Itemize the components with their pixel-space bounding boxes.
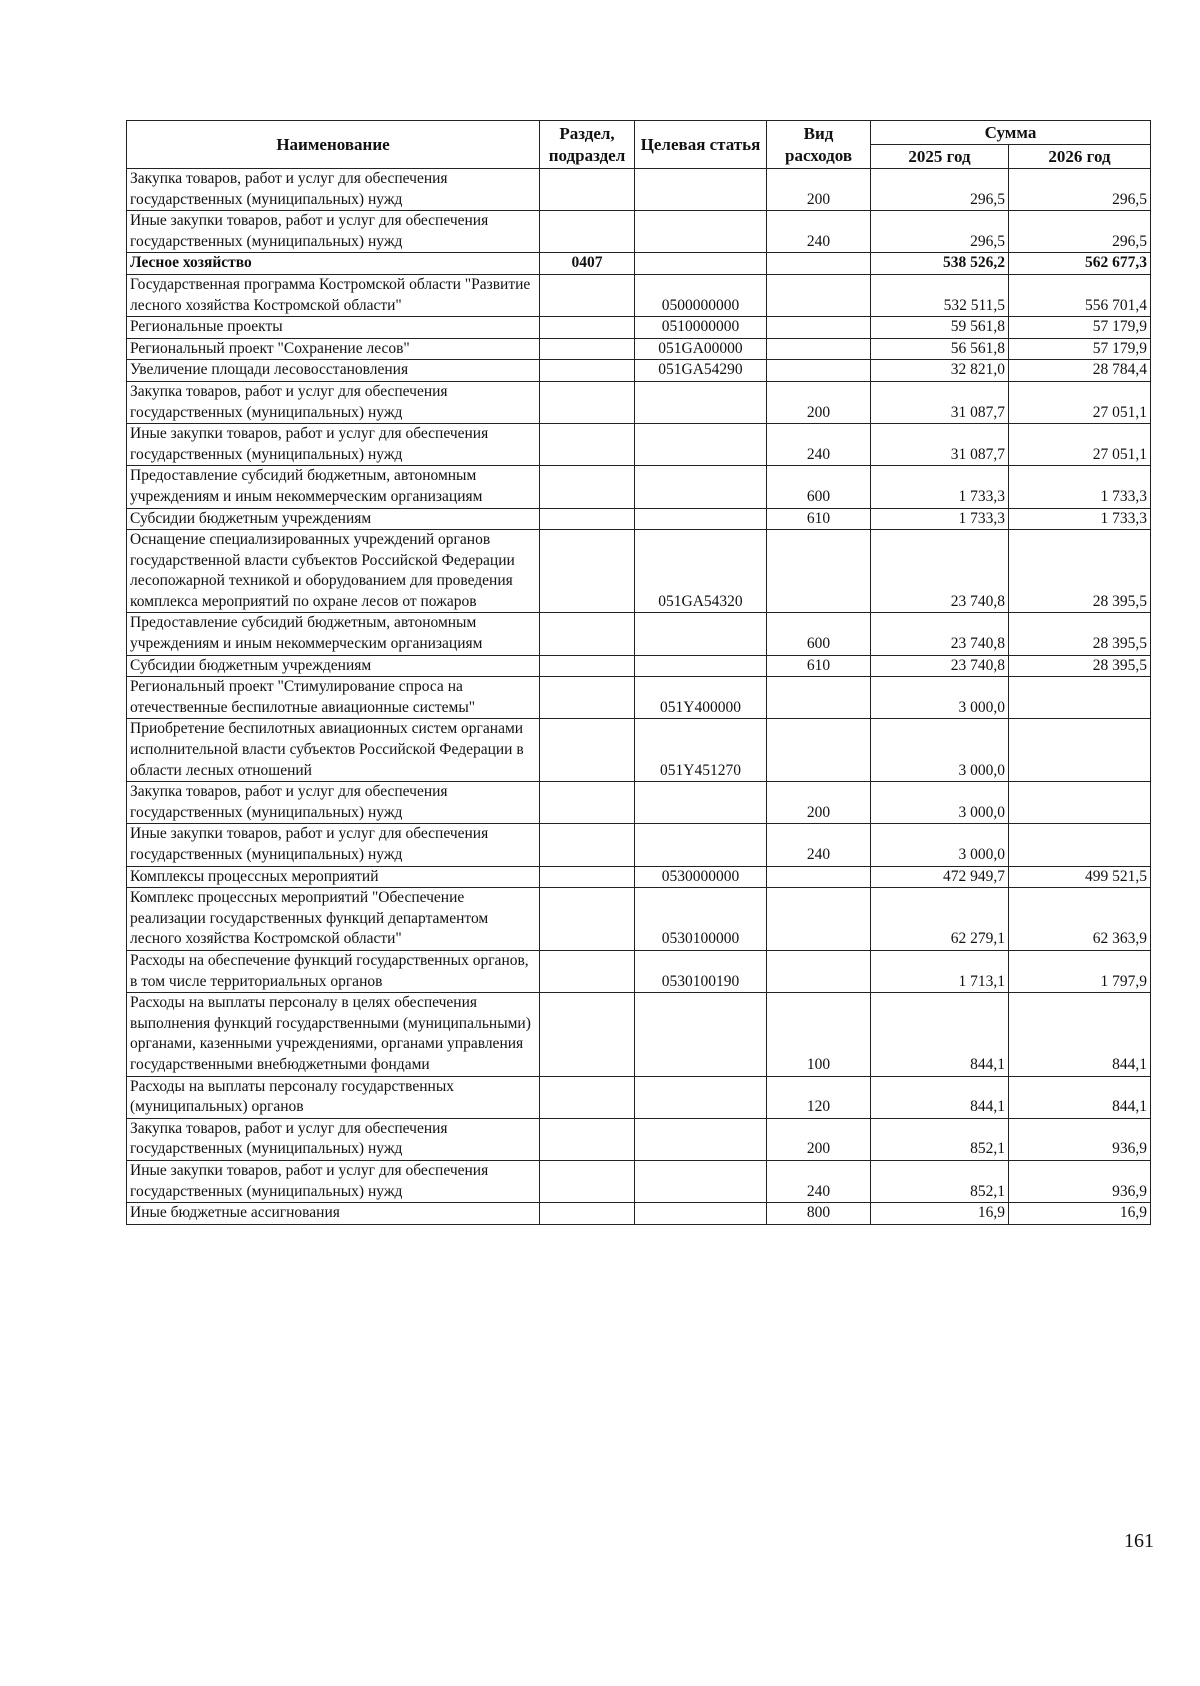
table-row [127,888,1151,951]
cell-sum-2025: 3 000,0 [871,677,1009,719]
cell-name: Иные закупки товаров, работ и услуг для обеспечения государственных (муниципальных) нужд [127,211,540,253]
cell-section [540,360,635,382]
cell-target: 051Y451270 [635,719,767,782]
cell-target [635,424,767,466]
cell-sum-2026: 27 051,1 [1009,381,1151,423]
cell-sum-2025: 1 713,1 [871,950,1009,992]
cell-section [540,824,635,866]
cell-expense-type [767,530,871,613]
cell-section [540,338,635,360]
cell-sum-2026: 556 701,4 [1009,274,1151,316]
cell-expense-type: 240 [767,824,871,866]
cell-section [540,508,635,530]
cell-sum-2025: 1 733,3 [871,466,1009,508]
cell-sum-2025: 31 087,7 [871,381,1009,423]
cell-target [635,211,767,253]
table-row [127,1076,1151,1118]
cell-target [635,655,767,677]
cell-name: Расходы на выплаты персоналу в целях обеспечения выполнения функций государственными (муниципальными) органами, казенными учреждениями, органами управления государственными внебюджетными фондами [127,993,540,1076]
cell-sum-2026: 16,9 [1009,1203,1151,1225]
table-body [127,169,1151,1225]
cell-target [635,782,767,824]
header-sum: Сумма [871,121,1151,145]
cell-expense-type [767,950,871,992]
table-row [127,824,1151,866]
page-number: 161 [1124,1530,1154,1552]
cell-target [635,466,767,508]
cell-sum-2025: 844,1 [871,1076,1009,1118]
cell-expense-type [767,888,871,951]
cell-section [540,1203,635,1225]
cell-sum-2025: 472 949,7 [871,866,1009,888]
cell-target [635,381,767,423]
cell-section [540,274,635,316]
cell-name: Комплекс процессных мероприятий "Обеспечение реализации государственных функций департаментом лесного хозяйства Костромской области" [127,888,540,951]
cell-name: Иные бюджетные ассигнования [127,1203,540,1225]
cell-target [635,1203,767,1225]
cell-sum-2025: 3 000,0 [871,719,1009,782]
cell-sum-2025: 296,5 [871,211,1009,253]
cell-sum-2025: 296,5 [871,169,1009,211]
cell-name: Предоставление субсидий бюджетным, автономным учреждениям и иным некоммерческим организациям [127,466,540,508]
cell-section [540,655,635,677]
header-year-2026: 2026 год [1009,145,1151,169]
cell-expense-type [767,719,871,782]
cell-expense-type [767,317,871,339]
cell-sum-2026: 28 395,5 [1009,613,1151,655]
cell-target [635,613,767,655]
cell-name: Закупка товаров, работ и услуг для обеспечения государственных (муниципальных) нужд [127,169,540,211]
cell-sum-2025: 532 511,5 [871,274,1009,316]
cell-sum-2025: 1 733,3 [871,508,1009,530]
cell-name: Региональный проект "Сохранение лесов" [127,338,540,360]
table-row [127,1203,1151,1225]
cell-section [540,169,635,211]
cell-sum-2026: 296,5 [1009,169,1151,211]
cell-sum-2025: 56 561,8 [871,338,1009,360]
header-expense-type: Вид расходов [767,121,871,169]
table-row [127,782,1151,824]
cell-sum-2026: 28 395,5 [1009,655,1151,677]
cell-name: Увеличение площади лесовосстановления [127,360,540,382]
cell-section: 0407 [540,253,635,275]
cell-target: 051GA54290 [635,360,767,382]
cell-expense-type: 120 [767,1076,871,1118]
cell-name: Закупка товаров, работ и услуг для обеспечения государственных (муниципальных) нужд [127,1118,540,1160]
cell-target: 0500000000 [635,274,767,316]
cell-expense-type: 240 [767,424,871,466]
cell-section [540,381,635,423]
cell-expense-type: 200 [767,1118,871,1160]
cell-expense-type: 100 [767,993,871,1076]
cell-target [635,1160,767,1202]
cell-sum-2025: 844,1 [871,993,1009,1076]
budget-table [126,120,1151,1225]
cell-expense-type [767,360,871,382]
cell-sum-2025: 852,1 [871,1160,1009,1202]
table-row [127,211,1151,253]
cell-section [540,719,635,782]
cell-section [540,866,635,888]
cell-sum-2025: 852,1 [871,1118,1009,1160]
cell-expense-type [767,274,871,316]
table-row [127,719,1151,782]
cell-section [540,1118,635,1160]
cell-name: Региональный проект "Стимулирование спроса на отечественные беспилотные авиационные системы" [127,677,540,719]
cell-expense-type [767,866,871,888]
table-row [127,338,1151,360]
cell-target [635,508,767,530]
cell-section [540,950,635,992]
cell-name: Иные закупки товаров, работ и услуг для обеспечения государственных (муниципальных) нужд [127,1160,540,1202]
cell-sum-2026: 57 179,9 [1009,317,1151,339]
cell-section [540,424,635,466]
cell-sum-2026 [1009,677,1151,719]
cell-name: Иные закупки товаров, работ и услуг для обеспечения государственных (муниципальных) нужд [127,424,540,466]
cell-target [635,824,767,866]
cell-expense-type: 240 [767,211,871,253]
cell-section [540,211,635,253]
cell-target: 051GA00000 [635,338,767,360]
cell-sum-2026: 1 797,9 [1009,950,1151,992]
table-row [127,274,1151,316]
cell-expense-type [767,253,871,275]
cell-sum-2026 [1009,782,1151,824]
cell-sum-2026: 296,5 [1009,211,1151,253]
cell-sum-2026: 499 521,5 [1009,866,1151,888]
cell-expense-type: 240 [767,1160,871,1202]
table-row [127,1160,1151,1202]
cell-expense-type: 200 [767,169,871,211]
cell-section [540,1160,635,1202]
cell-name: Оснащение специализированных учреждений органов государственной власти субъектов Российской Федерации лесопожарной техникой и оборудованием для проведения комплекса мероприятий по охране лесов от пожаров [127,530,540,613]
cell-name: Субсидии бюджетным учреждениям [127,508,540,530]
cell-sum-2025: 23 740,8 [871,530,1009,613]
cell-target: 0530100190 [635,950,767,992]
cell-name: Расходы на обеспечение функций государственных органов, в том числе территориальных органов [127,950,540,992]
cell-section [540,782,635,824]
table-row [127,993,1151,1076]
cell-name: Иные закупки товаров, работ и услуг для обеспечения государственных (муниципальных) нужд [127,824,540,866]
cell-name: Региональные проекты [127,317,540,339]
header-target: Целевая статья [635,121,767,169]
cell-name: Приобретение беспилотных авиационных систем органами исполнительной власти субъектов Российской Федерации в области лесных отношений [127,719,540,782]
cell-name: Закупка товаров, работ и услуг для обеспечения государственных (муниципальных) нужд [127,782,540,824]
cell-expense-type [767,677,871,719]
cell-sum-2026: 936,9 [1009,1160,1151,1202]
cell-target: 0530000000 [635,866,767,888]
cell-sum-2026: 57 179,9 [1009,338,1151,360]
table-row [127,508,1151,530]
cell-name: Закупка товаров, работ и услуг для обеспечения государственных (муниципальных) нужд [127,381,540,423]
table-row [127,466,1151,508]
cell-sum-2025: 62 279,1 [871,888,1009,951]
header-section: Раздел, подраздел [540,121,635,169]
table-row [127,530,1151,613]
cell-section [540,1076,635,1118]
cell-name: Лесное хозяйство [127,253,540,275]
cell-target: 0510000000 [635,317,767,339]
cell-sum-2026 [1009,824,1151,866]
cell-sum-2026: 562 677,3 [1009,253,1151,275]
header-name: Наименование [127,121,540,169]
cell-expense-type: 800 [767,1203,871,1225]
cell-section [540,677,635,719]
cell-expense-type: 610 [767,508,871,530]
table-row [127,381,1151,423]
cell-sum-2025: 32 821,0 [871,360,1009,382]
cell-target [635,169,767,211]
cell-section [540,888,635,951]
cell-name: Комплексы процессных мероприятий [127,866,540,888]
table-row [127,677,1151,719]
cell-sum-2025: 16,9 [871,1203,1009,1225]
cell-target: 0530100000 [635,888,767,951]
table-row [127,613,1151,655]
cell-sum-2025: 23 740,8 [871,613,1009,655]
table-row [127,1118,1151,1160]
table-row [127,866,1151,888]
cell-target [635,1118,767,1160]
cell-target [635,1076,767,1118]
cell-name: Государственная программа Костромской области "Развитие лесного хозяйства Костромской области" [127,274,540,316]
cell-sum-2025: 3 000,0 [871,824,1009,866]
table-row [127,253,1151,275]
cell-sum-2026: 27 051,1 [1009,424,1151,466]
table-row [127,655,1151,677]
cell-sum-2026: 844,1 [1009,1076,1151,1118]
cell-section [540,317,635,339]
cell-section [540,993,635,1076]
cell-expense-type: 610 [767,655,871,677]
cell-target: 051GA54320 [635,530,767,613]
cell-sum-2025: 538 526,2 [871,253,1009,275]
table-row [127,169,1151,211]
table-row [127,950,1151,992]
cell-section [540,466,635,508]
cell-name: Субсидии бюджетным учреждениям [127,655,540,677]
cell-sum-2026: 1 733,3 [1009,508,1151,530]
cell-sum-2026: 62 363,9 [1009,888,1151,951]
cell-expense-type: 200 [767,782,871,824]
cell-target: 051Y400000 [635,677,767,719]
cell-sum-2026: 28 395,5 [1009,530,1151,613]
cell-target [635,253,767,275]
cell-name: Расходы на выплаты персоналу государственных (муниципальных) органов [127,1076,540,1118]
cell-sum-2026: 936,9 [1009,1118,1151,1160]
cell-expense-type: 600 [767,466,871,508]
cell-expense-type [767,338,871,360]
cell-sum-2025: 59 561,8 [871,317,1009,339]
cell-name: Предоставление субсидий бюджетным, автономным учреждениям и иным некоммерческим организациям [127,613,540,655]
header-year-2025: 2025 год [871,145,1009,169]
table-row [127,424,1151,466]
cell-sum-2026: 844,1 [1009,993,1151,1076]
table-row [127,317,1151,339]
cell-section [540,613,635,655]
cell-expense-type: 600 [767,613,871,655]
cell-sum-2025: 3 000,0 [871,782,1009,824]
cell-section [540,530,635,613]
cell-sum-2025: 23 740,8 [871,655,1009,677]
cell-sum-2025: 31 087,7 [871,424,1009,466]
table-row [127,360,1151,382]
cell-sum-2026 [1009,719,1151,782]
cell-sum-2026: 1 733,3 [1009,466,1151,508]
cell-sum-2026: 28 784,4 [1009,360,1151,382]
cell-expense-type: 200 [767,381,871,423]
cell-target [635,993,767,1076]
